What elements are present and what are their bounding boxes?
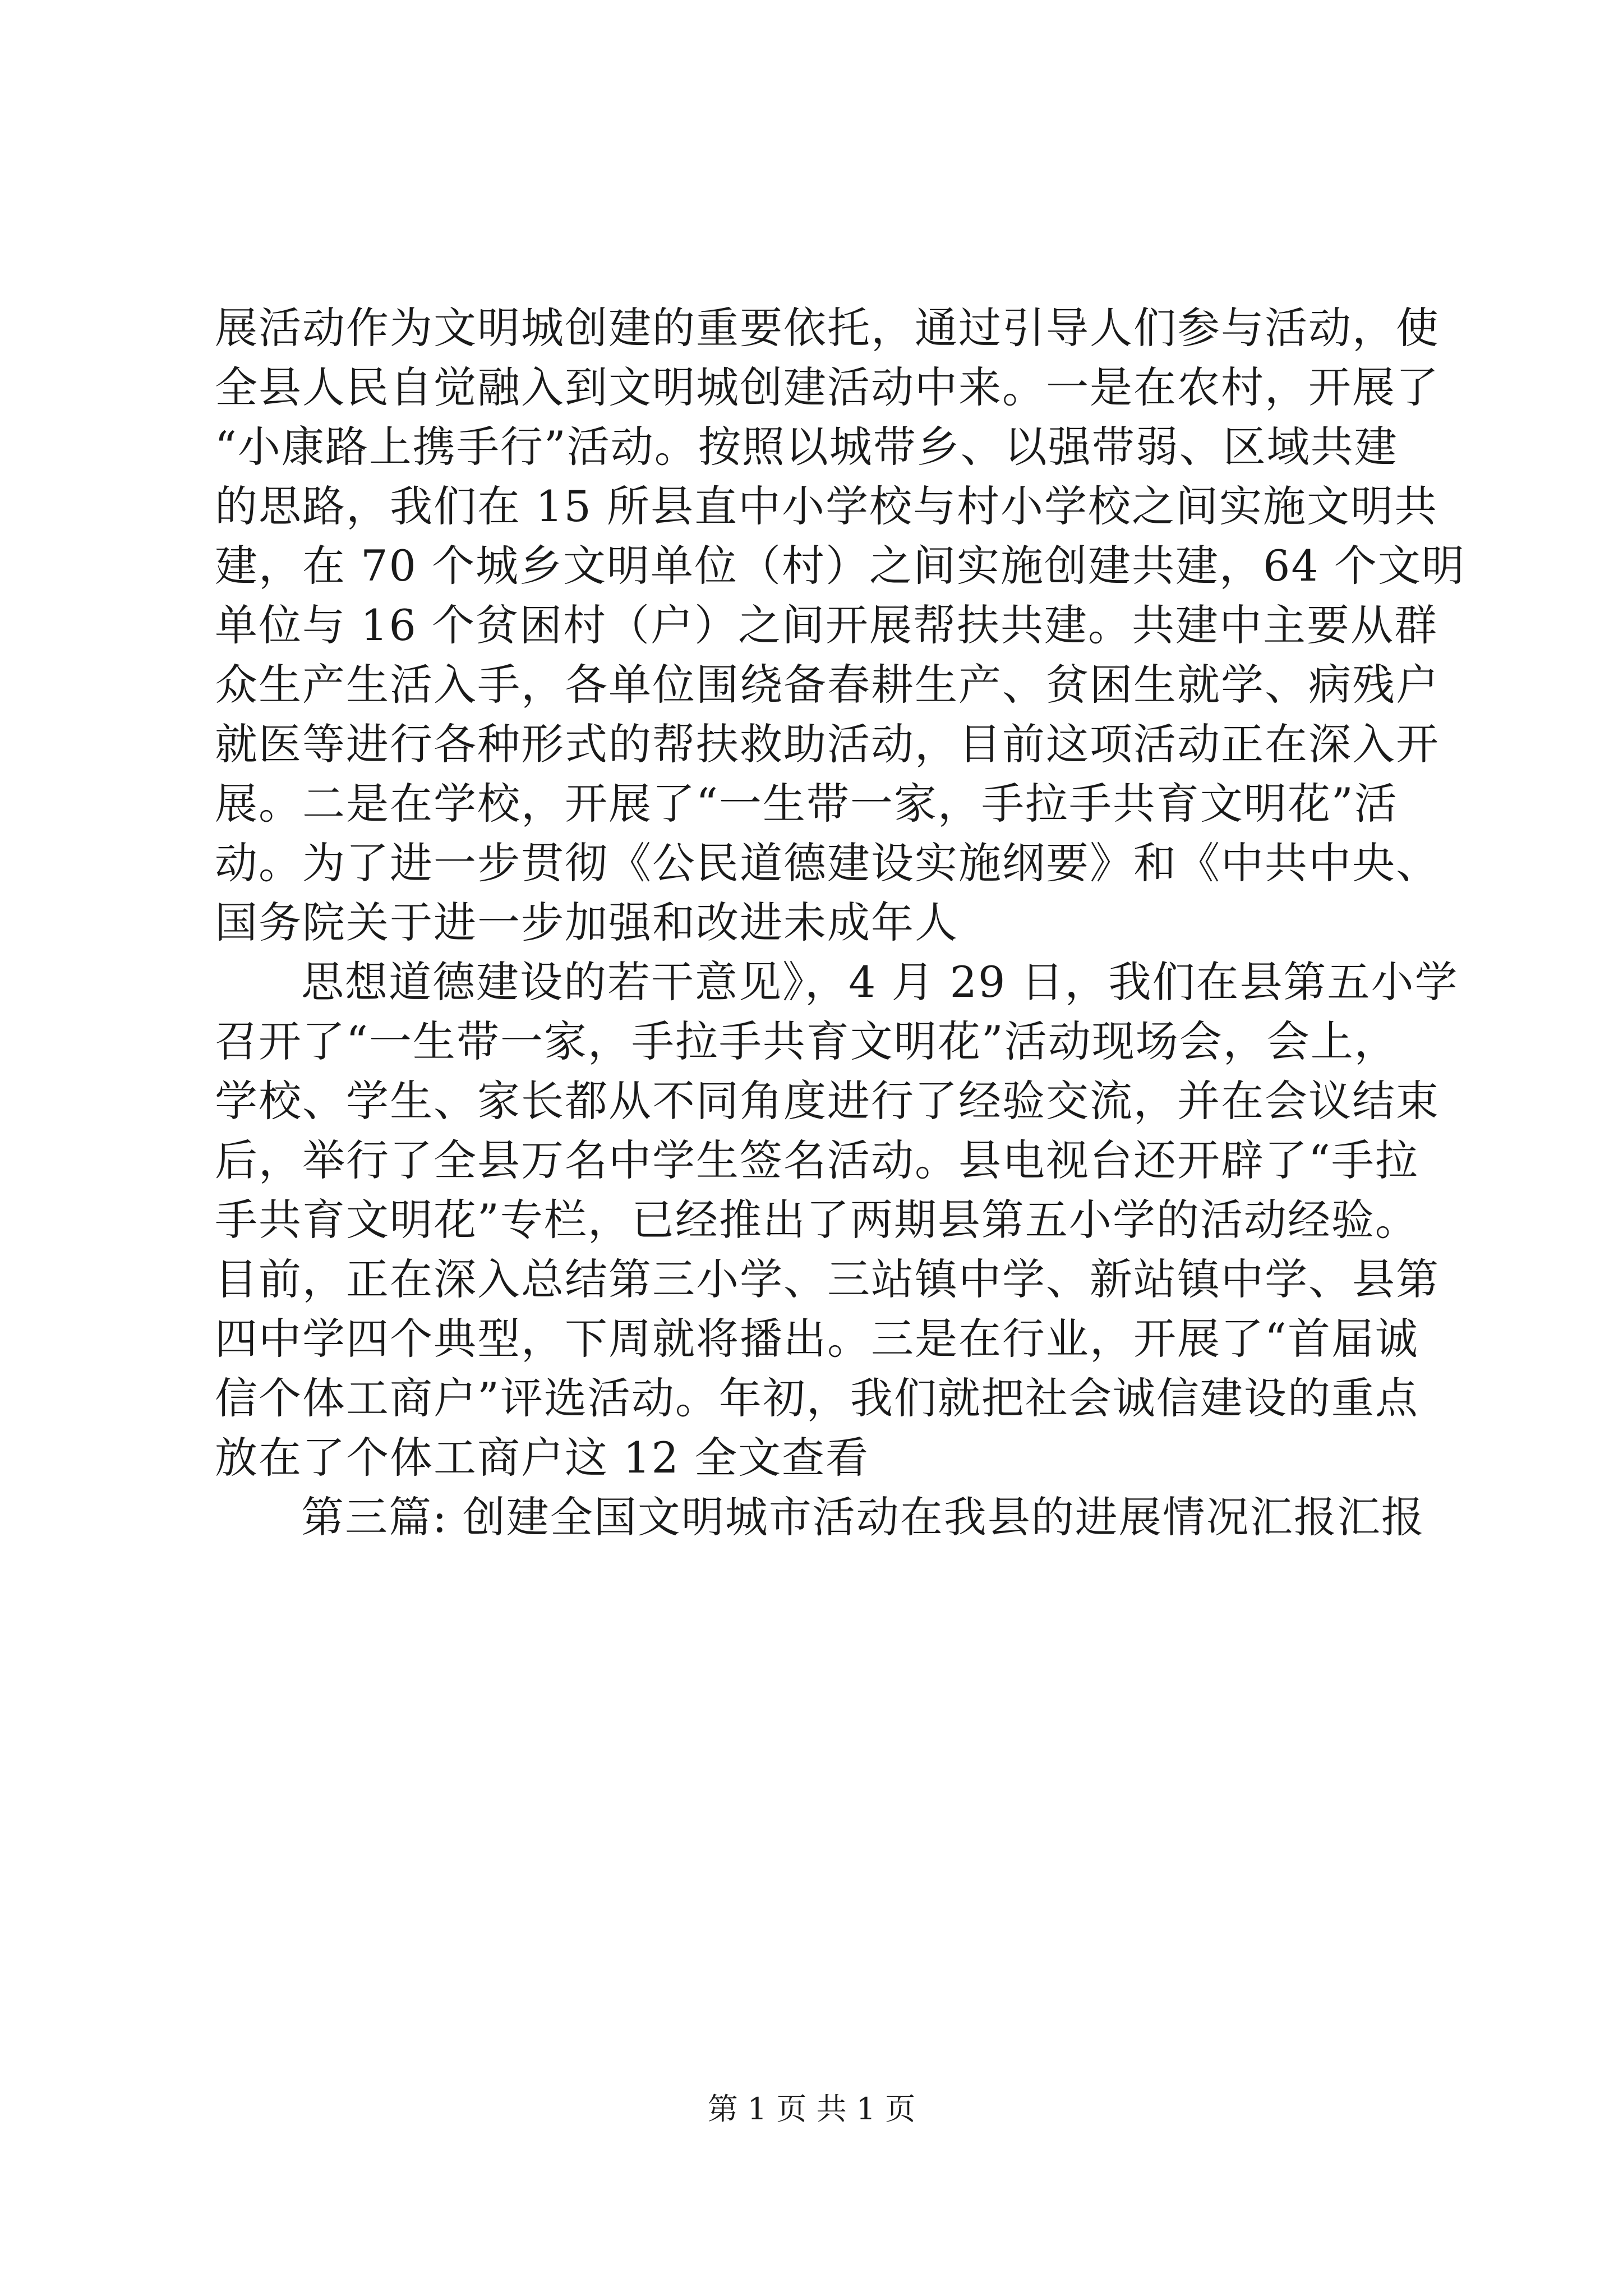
paragraph-line: 全县人民自觉融入到文明城创建活动中来。一是在农村，开展了 xyxy=(215,362,1440,412)
paragraph-line: 召开了“一生带一家，手拉手共育文明花”活动现场会，会上， xyxy=(215,1016,1398,1066)
paragraph-line: 放在了个体工商户这 12 全文查看 xyxy=(215,1433,870,1483)
paragraph-line: 手共育文明花”专栏，已经推出了两期县第五小学的活动经验。 xyxy=(215,1195,1419,1245)
paragraph-line: 目前，正在深入总结第三小学、三站镇中学、新站镇中学、县第 xyxy=(215,1254,1440,1304)
paragraph-line: 四中学四个典型，下周就将播出。三是在行业，开展了“首届诚 xyxy=(215,1314,1419,1364)
paragraph-line: 国务院关于进一步加强和改进未成年人 xyxy=(215,898,958,947)
paragraph-line: 就医等进行各种形式的帮扶救助活动，目前这项活动正在深入开 xyxy=(215,719,1440,769)
paragraph-line: 众生产生活入手，各单位围绕备春耕生产、贫困生就学、病残户 xyxy=(215,660,1440,710)
paragraph-line: 动。为了进一步贯彻《公民道德建设实施纲要》和《中共中央、 xyxy=(215,838,1440,888)
page-footer: 第 1 页 共 1 页 xyxy=(707,2091,916,2127)
section-heading: 第三篇: 创建全国文明城市活动在我县的进展情况汇报汇报 xyxy=(301,1492,1425,1542)
paragraph-line: 信个体工商户”评选活动。年初，我们就把社会诚信建设的重点 xyxy=(215,1373,1419,1423)
paragraph-line: 后，举行了全县万名中学生签名活动。县电视台还开辟了“手拉 xyxy=(215,1135,1419,1185)
paragraph-line: 思想道德建设的若干意见》，4 月 29 日，我们在县第五小学 xyxy=(301,957,1459,1007)
paragraph-line: 学校、学生、家长都从不同角度进行了经验交流，并在会议结束 xyxy=(215,1076,1440,1126)
paragraph-line: 单位与 16 个贫困村（户）之间开展帮扶共建。共建中主要从群 xyxy=(215,600,1438,650)
paragraph-line: “小康路上携手行”活动。按照以城带乡、以强带弱、区域共建 xyxy=(215,422,1398,472)
paragraph-line: 展。二是在学校，开展了“一生带一家，手拉手共育文明花”活 xyxy=(215,779,1398,829)
paragraph-line: 建，在 70 个城乡文明单位（村）之间实施创建共建，64 个文明 xyxy=(215,541,1465,591)
paragraph-line: 展活动作为文明城创建的重要依托，通过引导人们参与活动，使 xyxy=(215,303,1440,353)
paragraph-line: 的思路，我们在 15 所县直中小学校与村小学校之间实施文明共 xyxy=(215,481,1438,531)
